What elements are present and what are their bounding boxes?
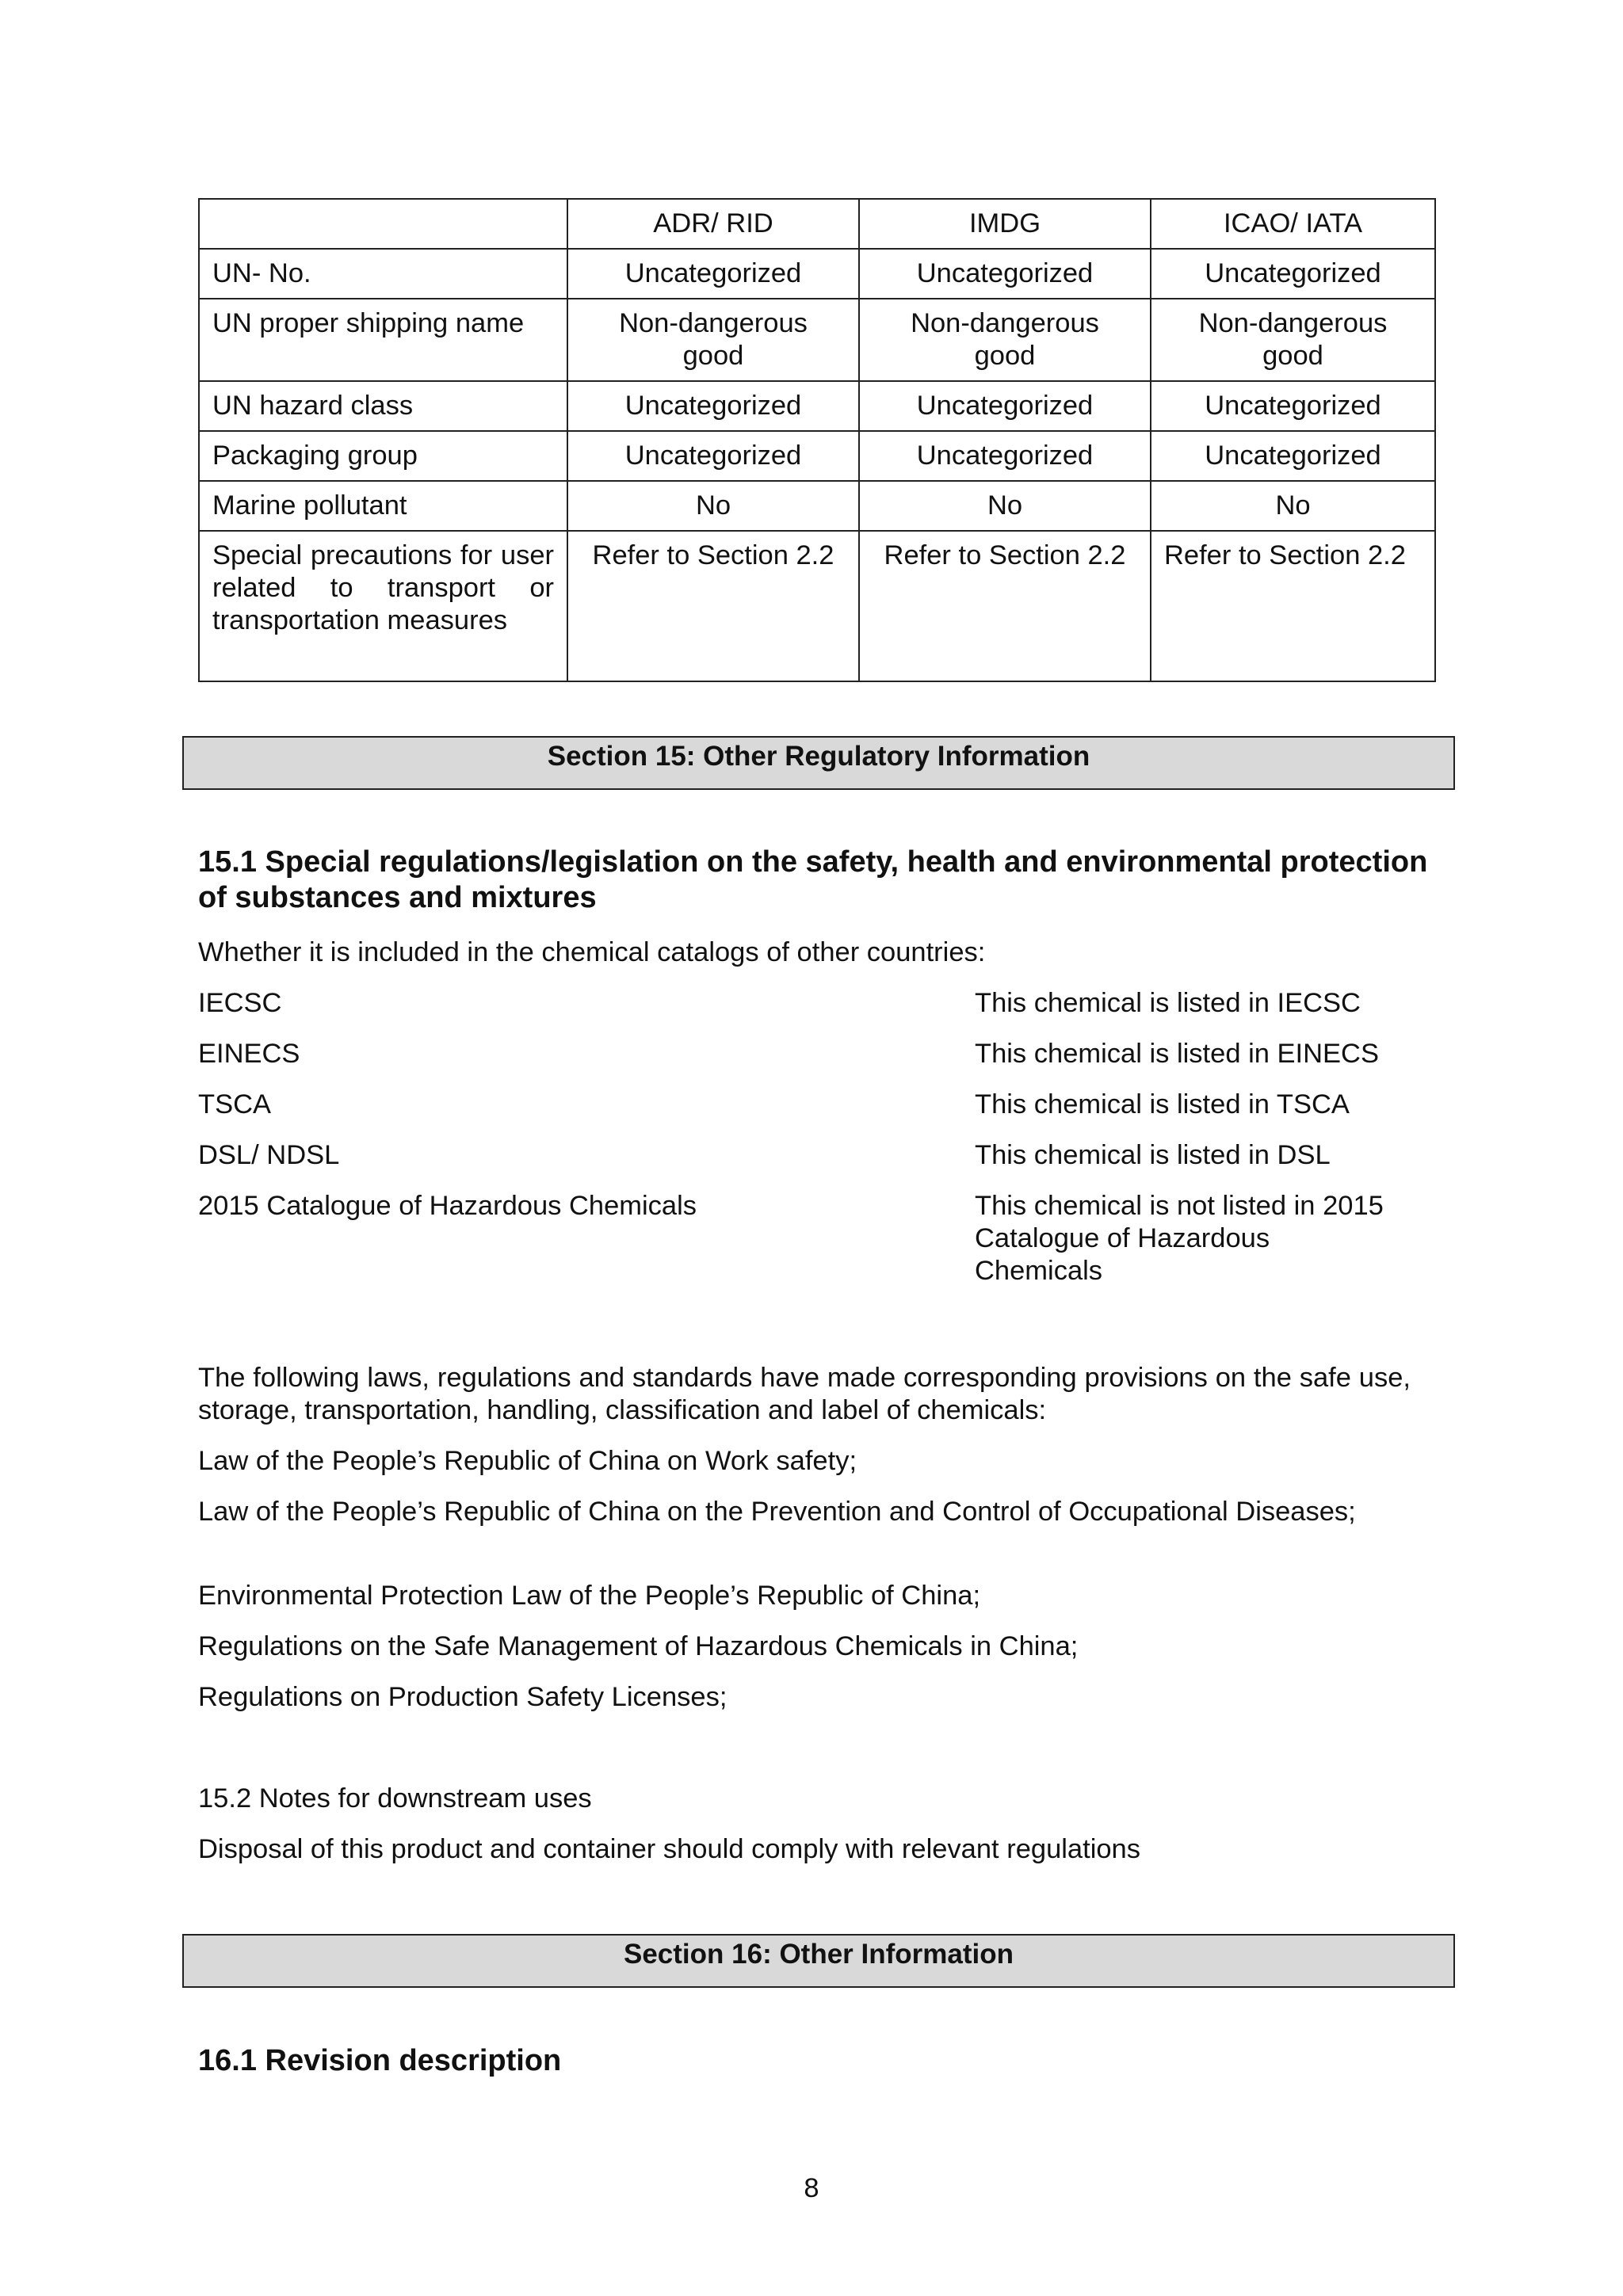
row-label: UN proper shipping name [199, 299, 567, 381]
row-label: Marine pollutant [199, 481, 567, 531]
section-15-title: Section 15: Other Regulatory Information [182, 736, 1455, 790]
heading-15-1: 15.1 Special regulations/legislation on the safety, health and environmental protection of substances and mixtures [198, 845, 1428, 914]
catalog-name: EINECS [198, 1039, 300, 1069]
catalog-name: DSL/ NDSL [198, 1140, 340, 1170]
law-item: Law of the People’s Republic of China on Work safety; [198, 1446, 857, 1476]
table-header-cell: IMDG [859, 199, 1151, 249]
table-header-cell: ICAO/ IATA [1151, 199, 1435, 249]
catalogs-intro: Whether it is included in the chemical catalogs of other countries: [198, 937, 986, 967]
table-cell: Uncategorized [859, 381, 1151, 431]
table-cell: Uncategorized [1151, 249, 1435, 299]
heading-16-1: 16.1 Revision description [198, 2044, 562, 2077]
row-label: Packaging group [199, 431, 567, 481]
table-cell: No [859, 481, 1151, 531]
catalog-status: This chemical is listed in IECSC [975, 988, 1361, 1018]
row-label: UN hazard class [199, 381, 567, 431]
table-row [199, 481, 1435, 531]
table-row [199, 431, 1435, 481]
table-cell: Refer to Section 2.2 [1151, 531, 1435, 681]
table-header-cell: ADR/ RID [567, 199, 859, 249]
table-cell: Uncategorized [1151, 431, 1435, 481]
table-cell: Uncategorized [567, 431, 859, 481]
row-label: Special precautions for user related to transport or transportation measures [199, 531, 567, 681]
table-cell: Uncategorized [859, 249, 1151, 299]
section-16-title: Section 16: Other Information [182, 1934, 1455, 1988]
table-cell: No [567, 481, 859, 531]
law-item: Environmental Protection Law of the People’s Republic of China; [198, 1581, 981, 1611]
transport-table [198, 198, 1436, 682]
table-cell: Non-dangerous good [1151, 299, 1435, 381]
catalog-status: This chemical is listed in EINECS [975, 1039, 1379, 1069]
table-cell: Refer to Section 2.2 [567, 531, 859, 681]
law-item: Regulations on the Safe Management of Hazardous Chemicals in China; [198, 1631, 1079, 1661]
table-row [199, 531, 1435, 681]
notes-15-2: Disposal of this product and container should comply with relevant regulations [198, 1834, 1140, 1864]
table-header-cell [199, 199, 567, 249]
law-item: Law of the People’s Republic of China on the Prevention and Control of Occupational Diseases; [198, 1497, 1356, 1527]
laws-intro: The following laws, regulations and standards have made corresponding provisions on the safe use, storage, transportation, handling, classification and label of chemicals: [198, 1363, 1411, 1425]
row-label: UN- No. [199, 249, 567, 299]
table-cell: No [1151, 481, 1435, 531]
table-cell: Refer to Section 2.2 [859, 531, 1151, 681]
table-row [199, 381, 1435, 431]
catalog-name: 2015 Catalogue of Hazardous Chemicals [198, 1191, 697, 1221]
table-cell: Non-dangerous good [859, 299, 1151, 381]
page-number: 8 [804, 2173, 819, 2203]
table-header-row [199, 199, 1435, 249]
law-item: Regulations on Production Safety Licenses; [198, 1682, 727, 1712]
catalog-name: IECSC [198, 988, 282, 1018]
table-cell: Uncategorized [567, 249, 859, 299]
table-row [199, 299, 1435, 381]
catalog-status: This chemical is not listed in 2015 Catalogue of Hazardous Chemicals [975, 1191, 1384, 1286]
table-row [199, 249, 1435, 299]
table-cell: Uncategorized [859, 431, 1151, 481]
table-cell: Uncategorized [567, 381, 859, 431]
catalog-status: This chemical is listed in TSCA [975, 1089, 1350, 1119]
table-cell: Uncategorized [1151, 381, 1435, 431]
table-cell: Non-dangerous good [567, 299, 859, 381]
catalog-status: This chemical is listed in DSL [975, 1140, 1331, 1170]
catalog-name: TSCA [198, 1089, 272, 1119]
heading-15-2: 15.2 Notes for downstream uses [198, 1783, 592, 1814]
